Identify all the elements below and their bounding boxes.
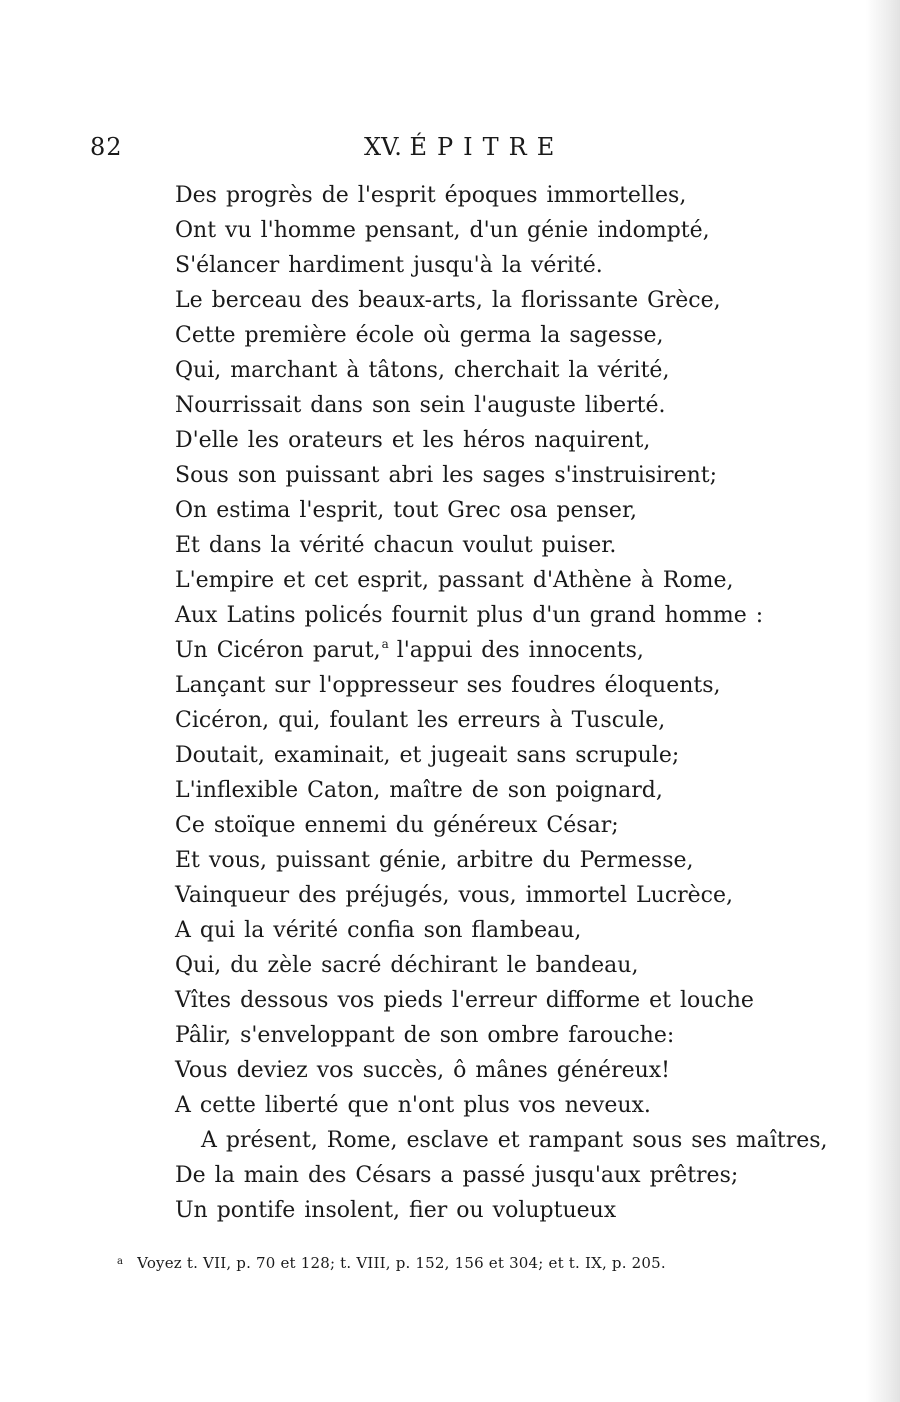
verse-line: A qui la vérité confia son flambeau,	[175, 918, 582, 943]
verse-text: l'appui des innocents,	[396, 638, 644, 663]
verse-line-with-note	[175, 633, 875, 668]
verse-line: Pâlir, s'enveloppant de son ombre farouche:	[175, 1023, 675, 1048]
verse-line: Un pontife insolent, fier ou voluptueux	[175, 1198, 617, 1223]
verse-line: Et vous, puissant génie, arbitre du Permesse,	[175, 848, 694, 873]
verse-line: Qui, marchant à tâtons, cherchait la vérité,	[175, 358, 670, 383]
verse-line: L'empire et cet esprit, passant d'Athène à Rome,	[175, 568, 734, 593]
verse-line: Doutait, examinait, et jugeait sans scrupule;	[175, 743, 680, 768]
verse-block	[175, 178, 875, 1228]
verse-line-indented: A présent, Rome, esclave et rampant sous ses maîtres,	[201, 1128, 828, 1153]
verse-line: Sous son puissant abri les sages s'instruisirent;	[175, 463, 718, 488]
verse-line: Aux Latins policés fournit plus d'un grand homme :	[175, 603, 764, 628]
verse-line: Qui, du zèle sacré déchirant le bandeau,	[175, 953, 639, 978]
verse-line: Cette première école où germa la sagesse,	[175, 323, 664, 348]
verse-line: Ce stoïque ennemi du généreux César;	[175, 813, 619, 838]
verse-line: Et dans la vérité chacun voulut puiser.	[175, 533, 617, 558]
verse-line: Vous deviez vos succès, ô mânes généreux!	[175, 1058, 671, 1083]
section-title: ÉPITRE	[409, 133, 565, 161]
verse-line: Des progrès de l'esprit époques immortelles,	[175, 183, 687, 208]
verse-line: Lançant sur l'oppresseur ses foudres éloquents,	[175, 673, 721, 698]
verse-text: Un Cicéron parut,	[175, 638, 381, 663]
verse-line: Cicéron, qui, foulant les erreurs à Tuscule,	[175, 708, 666, 733]
verse-line: Ont vu l'homme pensant, d'un génie indompté,	[175, 218, 710, 243]
verse-line: Le berceau des beaux-arts, la florissante Grèce,	[175, 288, 721, 313]
running-head	[364, 132, 564, 162]
verse-line: S'élancer hardiment jusqu'à la vérité.	[175, 253, 603, 278]
footnote-marker: a	[117, 1256, 124, 1267]
page-number: 82	[90, 133, 123, 161]
verse-line: De la main des Césars a passé jusqu'aux prêtres;	[175, 1163, 739, 1188]
verse-line: Vîtes dessous vos pieds l'erreur difforme et louche	[175, 988, 754, 1013]
verse-line: D'elle les orateurs et les héros naquirent,	[175, 428, 651, 453]
verse-line: On estima l'esprit, tout Grec osa penser,	[175, 498, 638, 523]
footnote-reference[interactable]: a	[381, 637, 389, 651]
verse-line: L'inflexible Caton, maître de son poignard,	[175, 778, 663, 803]
verse-line: Vainqueur des préjugés, vous, immortel Lucrèce,	[175, 883, 734, 908]
verse-line: A cette liberté que n'ont plus vos neveux.	[175, 1093, 651, 1118]
verse-line: Nourrissait dans son sein l'auguste liberté.	[175, 393, 666, 418]
section-number: XV.	[364, 133, 402, 161]
footnote	[117, 1252, 666, 1273]
footnote-text: Voyez t. VII, p. 70 et 128; t. VIII, p. 152, 156 et 304; et t. IX, p. 205.	[137, 1254, 666, 1272]
